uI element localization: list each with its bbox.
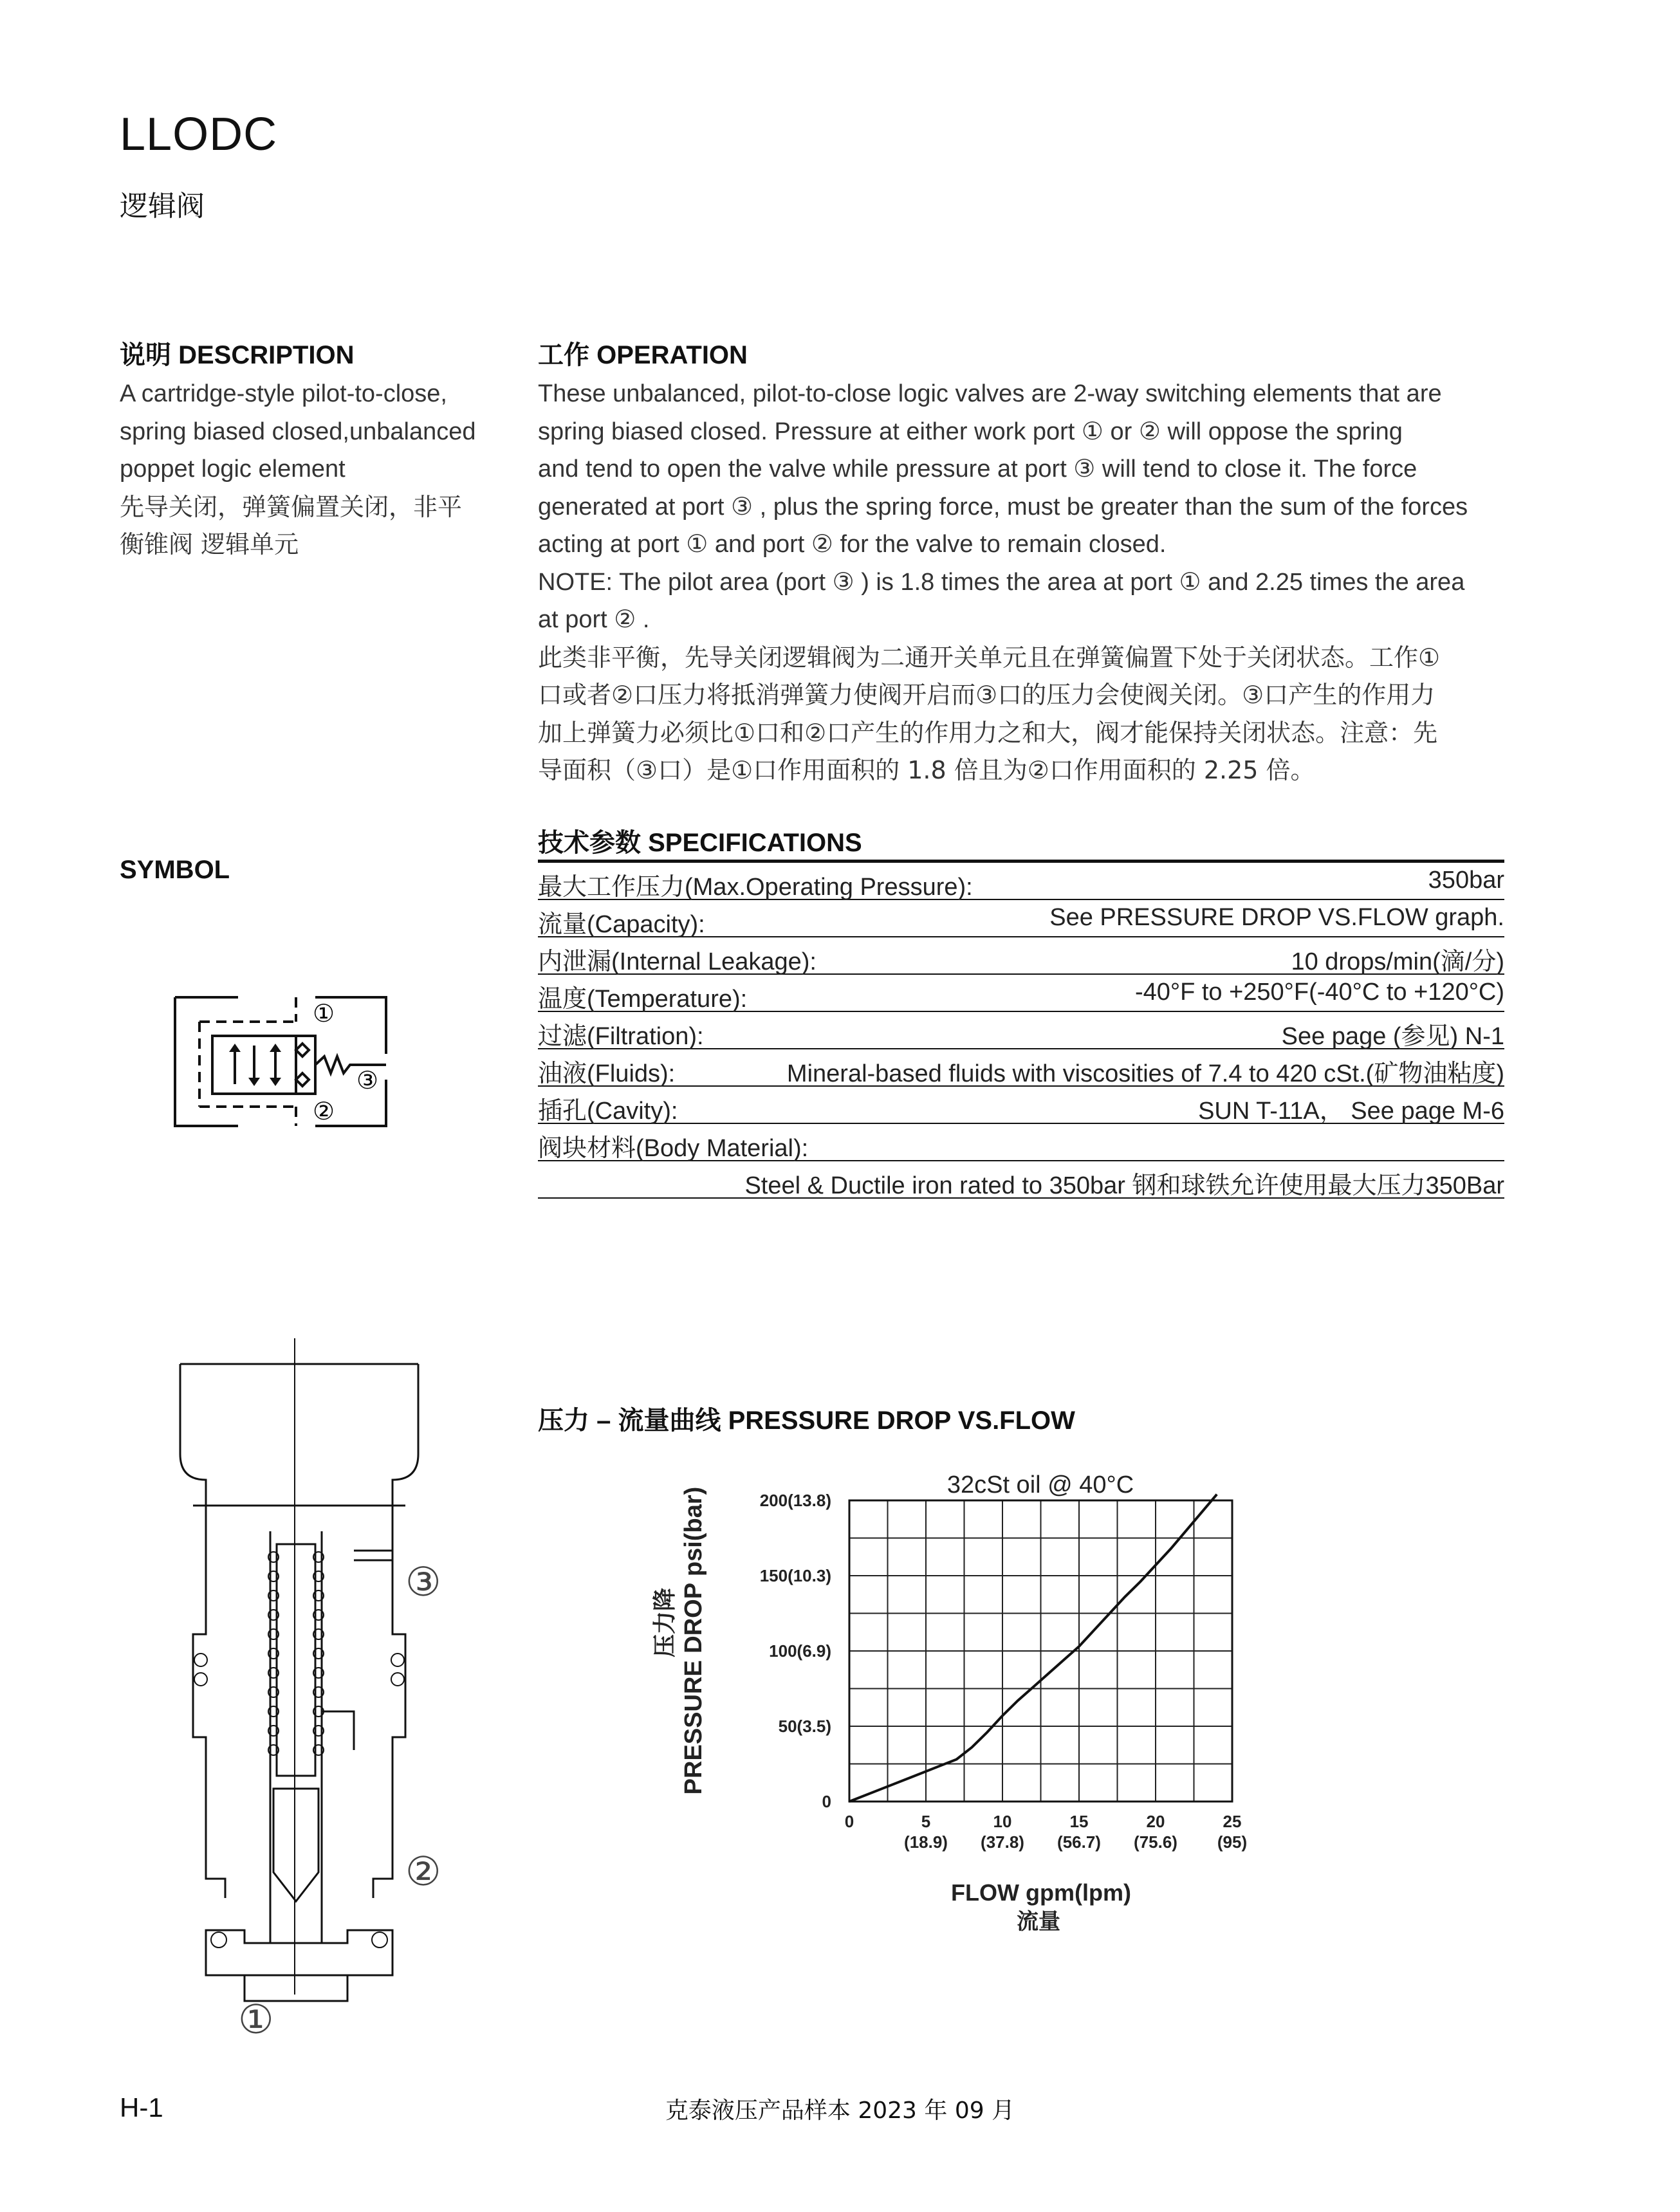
chart-series-line: [849, 1495, 1217, 1802]
valve-section-drawing: [161, 1338, 495, 2046]
chart-x-tick-sublabel: (95): [1217, 1832, 1248, 1852]
spec-value: SUN T-11A， See page M-6: [1198, 1098, 1504, 1125]
chart-x-tick-sublabel: (56.7): [1057, 1832, 1101, 1852]
spec-label: 流量(Capacity):: [538, 911, 705, 938]
symbol-heading: SYMBOL: [120, 856, 230, 884]
section-port-1-label: ①: [238, 1998, 274, 2042]
chart-x-tick-label: 5: [921, 1812, 931, 1831]
operation-line: These unbalanced, pilot-to-close logic valves are 2-way switching elements that are: [538, 380, 1442, 407]
description-line: A cartridge-style pilot-to-close,: [120, 380, 447, 407]
description-heading: 说明 DESCRIPTION: [120, 341, 355, 369]
operation-line-cn: 口或者②口压力将抵消弹簧力使阀开启而③口的压力会使阀关闭。③口产生的作用力: [538, 681, 1435, 709]
description-body: [120, 375, 490, 564]
model-subtitle: 逻辑阀: [120, 190, 205, 223]
spec-row: [538, 1012, 1504, 1049]
spec-value: Mineral-based fluids with viscosities of 7.4 to 420 cSt.(矿物油粘度): [786, 1060, 1504, 1087]
operation-line-cn: 导面积（③口）是①口作用面积的 1.8 倍且为②口作用面积的 2.25 倍。: [538, 756, 1315, 784]
chart-x-tick-sublabel: (37.8): [981, 1832, 1024, 1852]
operation-line: acting at port ① and port ② for the valve to remain closed.: [538, 531, 1167, 558]
operation-line: NOTE: The pilot area (port ③ ) is 1.8 times the area at port ① and 2.25 times the area: [538, 568, 1465, 596]
spec-row: [538, 1087, 1504, 1124]
spec-row: [538, 975, 1504, 1012]
description-line: poppet logic element: [120, 456, 346, 483]
operation-line: at port ② .: [538, 606, 650, 633]
footer-catalog: 克泰液压产品样本 2023 年 09 月: [665, 2097, 1015, 2124]
spec-row: [538, 863, 1504, 900]
spec-value: 350bar: [1428, 867, 1504, 894]
chart-x-tick-label: 25: [1223, 1812, 1242, 1831]
chart-x-tick-label: 15: [1069, 1812, 1089, 1831]
symbol-port-3-label: ③: [356, 1067, 379, 1094]
model-title: LLODC: [120, 109, 278, 160]
spec-value: 10 drops/min(滴/分): [1291, 948, 1504, 975]
spec-value: -40°F to +250°F(-40°C to +120°C): [1134, 979, 1504, 1006]
symbol-port-1-label: ①: [313, 1000, 335, 1028]
description-line-cn: 衡锥阀 逻辑单元: [120, 530, 299, 558]
spec-row: [538, 937, 1504, 975]
operation-line: and tend to open the valve while pressure at port ③ will tend to close it. The force: [538, 456, 1417, 483]
chart-heading: 压力 – 流量曲线 PRESSURE DROP VS.FLOW: [538, 1406, 1075, 1435]
chart-x-tick-sublabel: (75.6): [1134, 1832, 1177, 1852]
chart-y-tick-label: 150(10.3): [759, 1566, 831, 1585]
spec-label: 阀块材料(Body Material):: [538, 1135, 809, 1162]
chart-ylabel-cn: 压力降: [652, 1587, 678, 1658]
description-line: spring biased closed,unbalanced: [120, 418, 476, 445]
operation-line-cn: 加上弹簧力必须比①口和②口产生的作用力之和大，阀才能保持关闭状态。注意：先: [538, 718, 1438, 747]
spec-label: 插孔(Cavity):: [538, 1098, 678, 1125]
chart-xlabel-cn: 流量: [1017, 1909, 1060, 1935]
spec-row: [538, 1049, 1504, 1087]
pressure-flow-chart: [652, 1454, 1300, 1943]
operation-line-cn: 此类非平衡，先导关闭逻辑阀为二通开关单元且在弹簧偏置下处于关闭状态。工作①: [538, 643, 1441, 672]
spec-label: 油液(Fluids):: [538, 1060, 676, 1087]
chart-x-tick-sublabel: (18.9): [904, 1832, 948, 1852]
chart-xlabel: FLOW gpm(lpm): [951, 1879, 1131, 1906]
section-port-2-label: ②: [405, 1850, 441, 1894]
spec-row: [538, 900, 1504, 937]
spec-label: 温度(Temperature):: [538, 986, 748, 1013]
spec-row: [538, 1124, 1504, 1161]
spec-value: See page (参见) N-1: [1281, 1023, 1504, 1050]
chart-y-tick-label: 100(6.9): [769, 1641, 831, 1661]
operation-heading: 工作 OPERATION: [538, 341, 748, 369]
chart-ylabel: PRESSURE DROP psi(bar): [680, 1486, 707, 1795]
chart-y-tick-label: 0: [822, 1792, 831, 1811]
operation-line: spring biased closed. Pressure at either work port ① or ② will oppose the spring: [538, 418, 1403, 445]
spec-label: 内泄漏(Internal Leakage):: [538, 948, 817, 975]
operation-line: generated at port ③ , plus the spring force, must be greater than the sum of the forces: [538, 493, 1468, 521]
operation-section: [538, 335, 1504, 789]
chart-x-tick-label: 10: [993, 1812, 1012, 1831]
spec-label: 过滤(Filtration):: [538, 1023, 704, 1050]
spec-value: See PRESSURE DROP VS.FLOW graph.: [1049, 904, 1504, 931]
spec-label: 最大工作压力(Max.Operating Pressure):: [538, 874, 973, 901]
description-section: [120, 335, 490, 564]
operation-body: [538, 375, 1504, 789]
chart-title: 32cSt oil @ 40°C: [946, 1471, 1134, 1498]
chart-y-tick-label: 50(3.5): [778, 1717, 831, 1736]
chart-y-tick-label: 200(13.8): [759, 1491, 831, 1510]
chart-x-tick-label: 20: [1146, 1812, 1165, 1831]
symbol-port-2-label: ②: [313, 1098, 335, 1125]
chart-x-tick-label: 0: [844, 1812, 854, 1831]
spec-value: Steel & Ductile iron rated to 350bar 钢和球铁允许使用最大压力350Bar: [744, 1172, 1504, 1199]
hydraulic-symbol: [167, 984, 412, 1139]
section-port-3-label: ③: [405, 1560, 441, 1605]
specifications-heading: 技术参数 SPECIFICATIONS: [538, 829, 862, 857]
description-line-cn: 先导关闭，弹簧偏置关闭，非平: [120, 492, 463, 521]
spec-row: [538, 1161, 1504, 1199]
page-number: H-1: [120, 2092, 163, 2123]
